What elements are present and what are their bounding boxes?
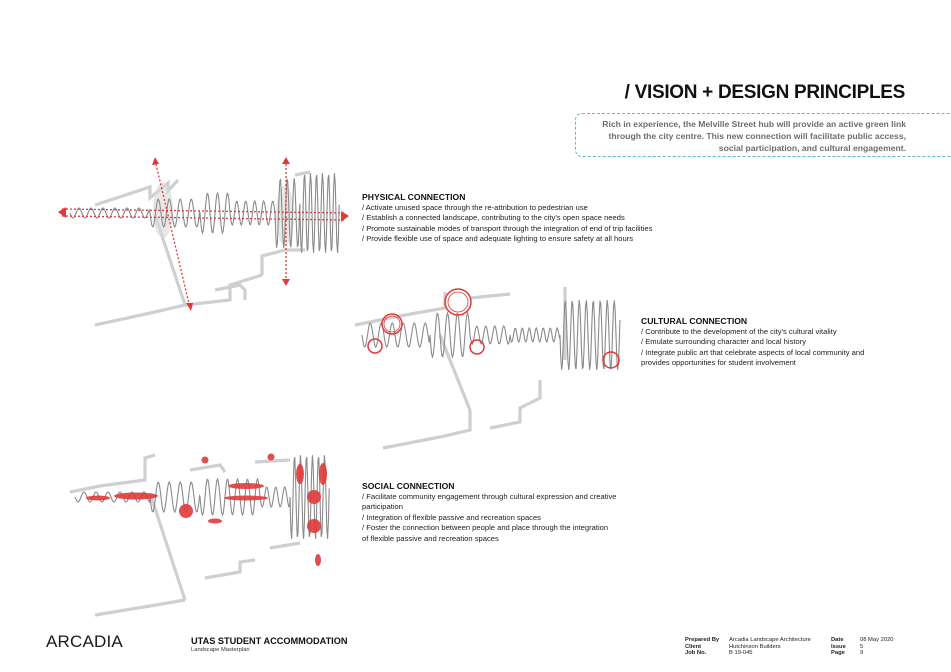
physical-connection-section [362, 192, 722, 245]
intro-line: Rich in experience, the Melville Street hub will provide an active green link [602, 119, 906, 129]
principle-line: / Contribute to the development of the city's cultural vitality [641, 327, 837, 336]
prepared-by-label: Prepared By [685, 637, 720, 643]
meta-values-secondary [860, 637, 894, 657]
principle-line: of flexible passive and recreation spaces [362, 533, 499, 543]
section-heading: CULTURAL CONNECTION [641, 316, 748, 326]
client-value: Hutchinson Builders [729, 643, 781, 650]
principle-line: / Integrate public art that celebrate aspects of local community and [641, 347, 865, 357]
prepared-by-value: Arcadia Landscape Architecture [729, 637, 811, 643]
principle-line: provides opportunities for student involvement [641, 358, 796, 368]
issue-value: 5 [860, 643, 864, 650]
page-label: Page [831, 650, 845, 657]
company-logo: ARCADIA [46, 632, 123, 651]
principle-line: / Activate unused space through the re-attribution to pedestrian use [362, 203, 588, 212]
principle-line: / Promote sustainable modes of transport through the integration of end of trip facilities [362, 223, 653, 233]
issue-label: Issue [831, 643, 846, 650]
principle-line: / Facilitate community engagement through cultural expression and creative [362, 492, 617, 501]
social-connection-section [362, 481, 662, 544]
date-value: 08 May 2020 [860, 637, 894, 643]
principle-line: participation [362, 502, 403, 512]
principle-line: / Emulate surrounding character and local history [641, 337, 807, 347]
principle-line: / Foster the connection between people and place through the integration [362, 523, 609, 533]
principle-line: / Provide flexible use of space and adequate lighting to ensure safety at all hours [362, 234, 634, 244]
meta-labels-secondary [831, 637, 846, 657]
section-heading: SOCIAL CONNECTION [362, 481, 455, 491]
intro-line: through the city centre. This new connection will facilitate public access, [608, 131, 906, 141]
date-label: Date [831, 637, 844, 643]
project-subtitle: Landscape Masterplan [191, 647, 250, 653]
intro-line: social participation, and cultural engagement. [718, 143, 906, 153]
cultural-connection-section [641, 316, 911, 369]
client-label: Client [685, 643, 702, 650]
meta-values [729, 637, 811, 657]
social-walls [70, 455, 300, 615]
principle-line: / Integration of flexible passive and recreation spaces [362, 512, 541, 522]
section-heading: PHYSICAL CONNECTION [362, 192, 466, 202]
job-value: B 19-045 [729, 650, 753, 657]
job-label: Job No. [685, 650, 707, 657]
principle-line: / Establish a connected landscape, contributing to the city's open space needs [362, 213, 625, 223]
page-title: / VISION + DESIGN PRINCIPLES [624, 82, 905, 103]
meta-labels [685, 637, 719, 657]
page-value: 9 [860, 650, 864, 657]
project-title: UTAS STUDENT ACCOMMODATION [191, 636, 348, 646]
